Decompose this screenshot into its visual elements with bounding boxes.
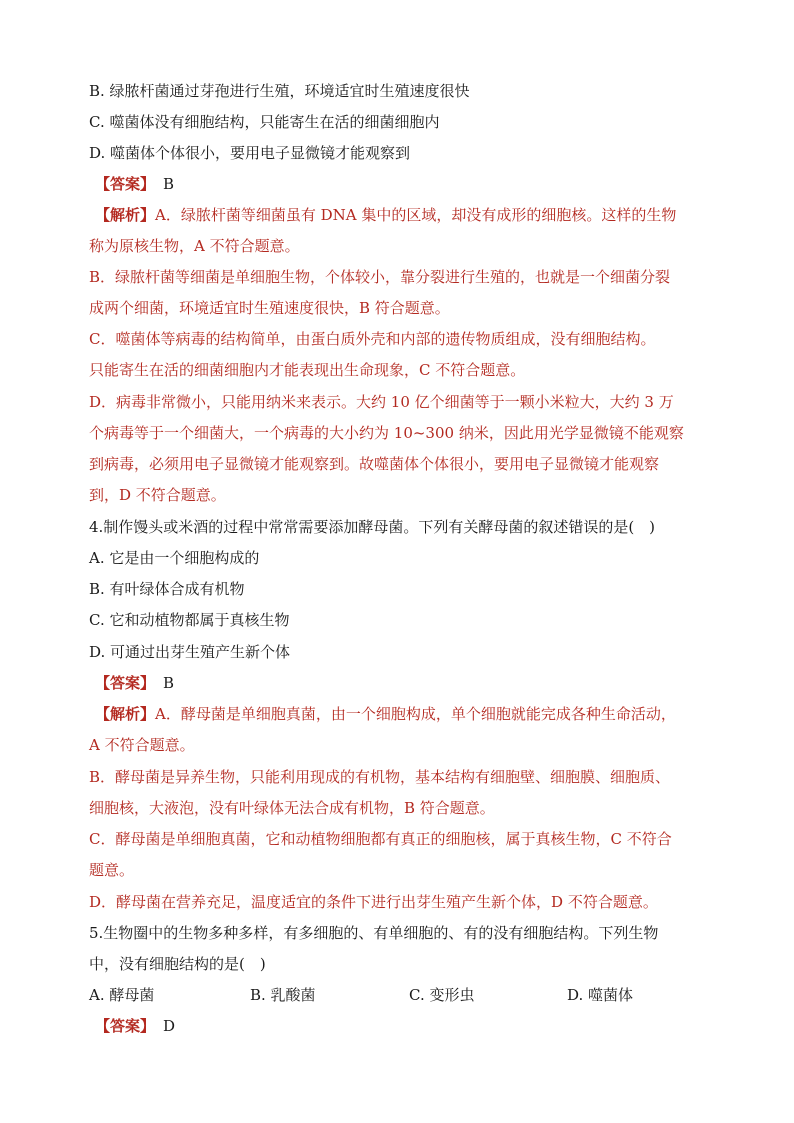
explanation-1-line-7: D．病毒非常微小，只能用纳米来表示。大约 10 亿个细菌等于一颗小米粒大，大约 3 万	[89, 393, 674, 411]
explanation-text: A．酵母菌是单细胞真菌，由一个细胞构成，单个细胞就能完成各种生命活动，	[155, 705, 676, 723]
explanation-2-line-4: 细胞核，大液泡，没有叶绿体无法合成有机物，B 符合题意。	[89, 799, 495, 817]
question-4: 4.制作馒头或米酒的过程中常常需要添加酵母菌。下列有关酵母菌的叙述错误的是( )	[89, 518, 656, 536]
explanation-text: A．绿脓杆菌等细菌虽有 DNA 集中的区域，却没有成形的细胞核。这样的生物	[155, 206, 677, 224]
question-4-option-c: C. 它和动植物都属于真核生物	[89, 611, 290, 629]
explanation-1-line-9: 到病毒，必须用电子显微镜才能观察到。故噬菌体个体很小，要用电子显微镜才能观察	[89, 455, 660, 473]
explanation-1-line-4: 成两个细菌，环境适宜时生殖速度很快，B 符合题意。	[89, 299, 450, 317]
explanation-2-line-6: 题意。	[89, 861, 135, 879]
answer-3	[95, 1015, 734, 1037]
explanation-1-line-8: 个病毒等于一个细菌大，一个病毒的大小约为 10~300 纳米，因此用光学显微镜不能观察	[89, 424, 684, 442]
answer-2	[95, 672, 734, 694]
option-d-line: D. 噬菌体个体很小，要用电子显微镜才能观察到	[89, 144, 411, 162]
answer-tag: 【答案】	[95, 1017, 156, 1035]
question-5-option-d: D. 噬菌体	[567, 986, 634, 1004]
explanation-1-line-10: 到，D 不符合题意。	[89, 486, 226, 504]
option-b-line: B. 绿脓杆菌通过芽孢进行生殖，环境适宜时生殖速度很快	[89, 82, 470, 100]
answer-tag: 【答案】	[95, 175, 156, 193]
question-5-option-b: B. 乳酸菌	[250, 986, 316, 1004]
question-4-option-b: B. 有叶绿体合成有机物	[89, 580, 245, 598]
explanation-1-line-3: B．绿脓杆菌等细菌是单细胞生物，个体较小，靠分裂进行生殖的，也就是一个细菌分裂	[89, 268, 671, 286]
option-c-line: C. 噬菌体没有细胞结构，只能寄生在活的细菌细胞内	[89, 113, 440, 131]
explanation-1-line-2: 称为原核生物，A 不符合题意。	[89, 237, 300, 255]
explanation-1-line-6: 只能寄生在活的细菌细胞内才能表现出生命现象，C 不符合题意。	[89, 361, 526, 379]
explanation-2-line-2: A 不符合题意。	[89, 736, 195, 754]
answer-value: B	[163, 674, 175, 692]
explanation-2-line-7: D．酵母菌在营养充足，温度适宜的条件下进行出芽生殖产生新个体，D 不符合题意。	[89, 893, 658, 911]
answer-value: B	[163, 175, 175, 193]
question-5-line-2: 中，没有细胞结构的是( )	[89, 955, 266, 973]
question-4-option-a: A. 它是由一个细胞构成的	[89, 549, 260, 567]
question-5-options	[89, 984, 734, 1006]
explanation-tag: 【解析】	[95, 705, 156, 723]
explanation-1-line-5: C．噬菌体等病毒的结构简单，由蛋白质外壳和内部的遗传物质组成，没有细胞结构。	[89, 330, 656, 348]
answer-value: D	[163, 1017, 176, 1035]
question-5-option-a: A. 酵母菌	[89, 986, 155, 1004]
question-5-line-1: 5.生物圈中的生物多种多样，有多细胞的、有单细胞的、有的没有细胞结构。下列生物	[89, 924, 659, 942]
answer-1	[95, 173, 734, 195]
explanation-1-line-1	[95, 204, 734, 226]
explanation-tag: 【解析】	[95, 206, 156, 224]
explanation-2-line-3: B．酵母菌是异养生物，只能利用现成的有机物，基本结构有细胞壁、细胞膜、细胞质、	[89, 768, 671, 786]
question-5-option-c: C. 变形虫	[409, 986, 475, 1004]
answer-tag: 【答案】	[95, 674, 156, 692]
question-4-option-d: D. 可通过出芽生殖产生新个体	[89, 643, 291, 661]
explanation-2-line-1	[95, 703, 734, 725]
explanation-2-line-5: C．酵母菌是单细胞真菌，它和动植物细胞都有真正的细胞核，属于真核生物，C 不符合	[89, 830, 672, 848]
